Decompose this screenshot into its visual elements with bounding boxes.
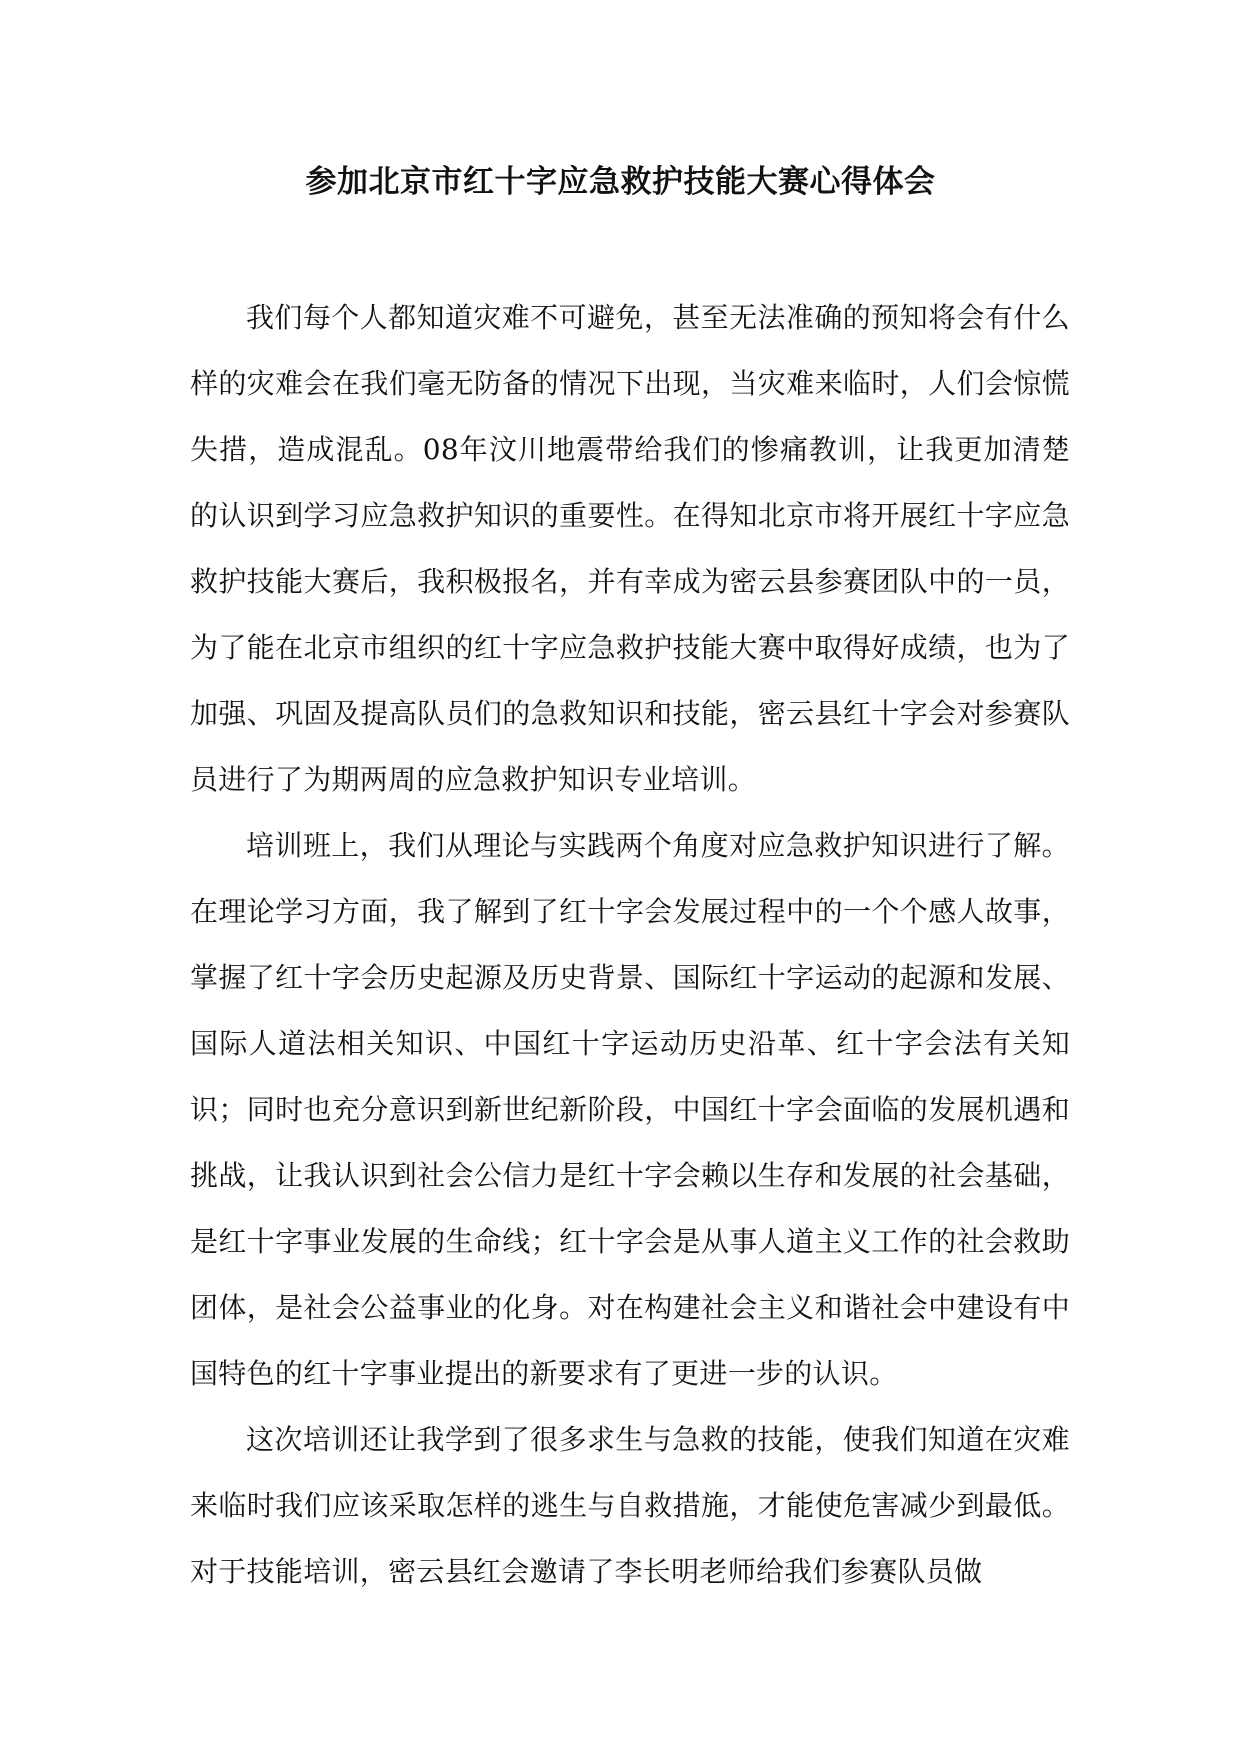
document-body bbox=[190, 285, 1070, 1605]
document-title: 参加北京市红十字应急救护技能大赛心得体会 bbox=[305, 164, 936, 200]
paragraph-3: 这次培训还让我学到了很多求生与急救的技能，使我们知道在灾难来临时我们应该采取怎样的逃生与自救措施，才能使危害减少到最低。对于技能培训，密云县红会邀请了李长明老师给我们参赛队员做 bbox=[190, 1423, 1070, 1588]
paragraph-1: 我们每个人都知道灾难不可避免，甚至无法准确的预知将会有什么样的灾难会在我们毫无防备的情况下出现，当灾难来临时，人们会惊慌失措，造成混乱。08年汶川地震带给我们的惨痛教训，让我更加清楚的认识到学习应急救护知识的重要性。在得知北京市将开展红十字应急救护技能大赛后，我积极报名，并有幸成为密云县参赛团队中的一员，为了能在北京市组织的红十字应急救护技能大赛中取得好成绩，也为了加强、巩固及提高队员们的急救知识和技能，密云县红十字会对参赛队员进行了为期两周的应急救护知识专业培训。 bbox=[190, 301, 1070, 796]
paragraph-2: 培训班上，我们从理论与实践两个角度对应急救护知识进行了解。在理论学习方面，我了解到了红十字会发展过程中的一个个感人故事，掌握了红十字会历史起源及历史背景、国际红十字运动的起源和发展、国际人道法相关知识、中国红十字运动历史沿革、红十字会法有关知识；同时也充分意识到新世纪新阶段，中国红十字会面临的发展机遇和挑战，让我认识到社会公信力是红十字会赖以生存和发展的社会基础，是红十字事业发展的生命线；红十字会是从事人道主义工作的社会救助团体，是社会公益事业的化身。对在构建社会主义和谐社会中建设有中国特色的红十字事业提出的新要求有了更进一步的认识。 bbox=[190, 829, 1070, 1390]
